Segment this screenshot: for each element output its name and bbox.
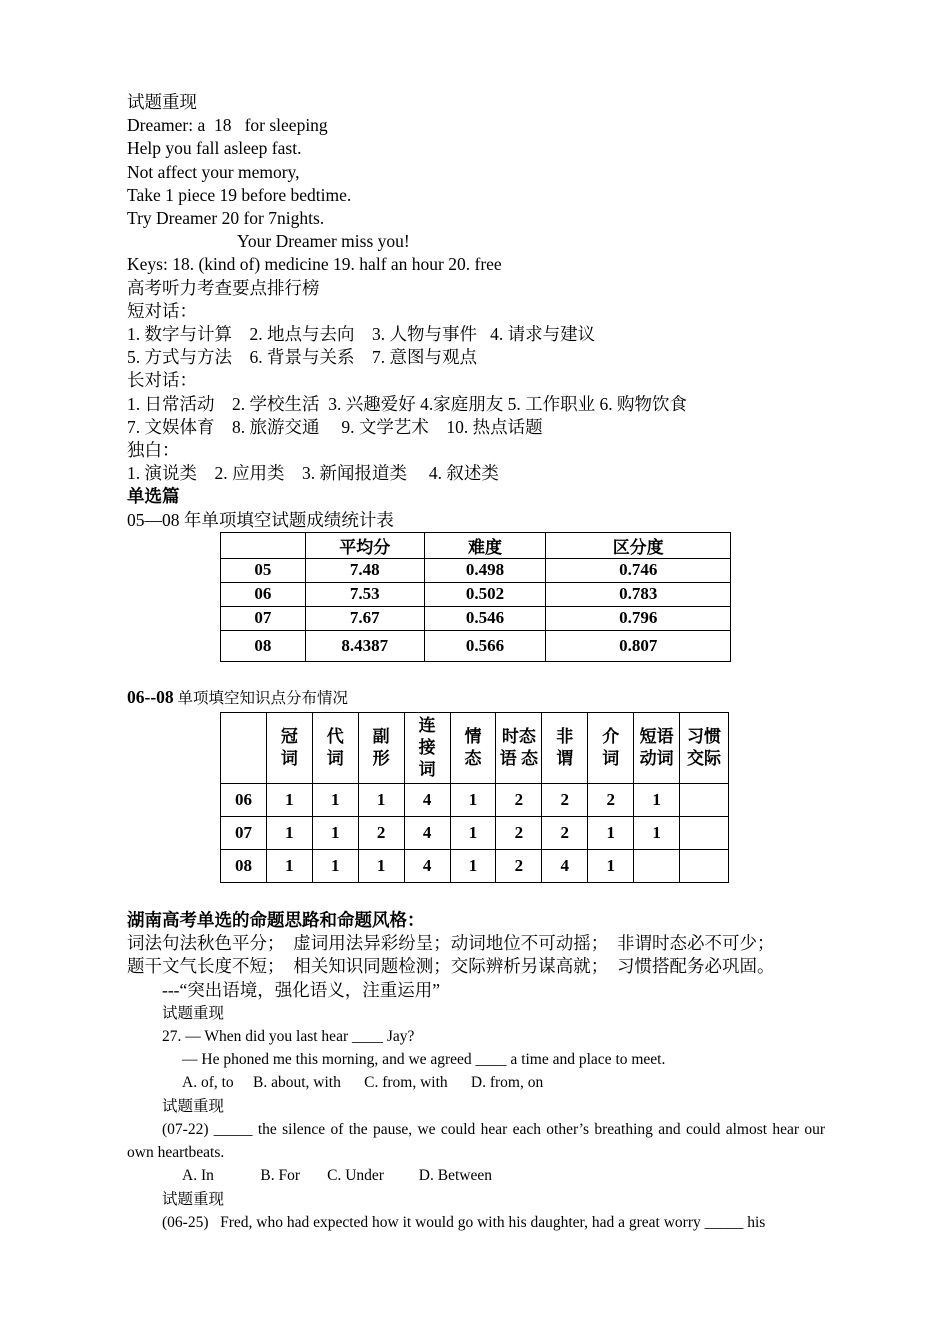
- question-07-22: (07-22) _____ the silence of the pause, we could hear each other’s breathing and could almost hear our own heartbeats.: [127, 1120, 825, 1162]
- table-header-cell: [221, 713, 267, 784]
- listening-title: 高考听力考查要点排行榜: [127, 277, 320, 298]
- table-cell: 1: [266, 850, 312, 883]
- table-cell: 1: [634, 784, 680, 817]
- table-header-cell: [221, 532, 306, 558]
- table-cell: 2: [496, 784, 542, 817]
- table2-title-text: 单项填空知识点分布情况: [173, 689, 349, 707]
- table-cell: 0.502: [424, 582, 546, 606]
- monologue-line: 1. 演说类 2. 应用类 3. 新闻报道类 4. 叙述类: [127, 463, 499, 484]
- question-27-answer: — He phoned me this morning, and we agreed ____ a time and place to meet.: [182, 1051, 666, 1069]
- table-cell: [634, 850, 680, 883]
- table-header-cell: 区分度: [546, 532, 731, 558]
- table-cell: 06: [221, 582, 306, 606]
- table-header-cell: 代 词: [312, 713, 358, 784]
- table-cell: 1: [450, 817, 496, 850]
- table-cell: 4: [404, 850, 450, 883]
- table-cell: 05: [221, 558, 306, 582]
- section-label: 试题重现: [162, 1097, 225, 1115]
- table-cell: 1: [358, 850, 404, 883]
- table-cell: 0.498: [424, 558, 546, 582]
- short-dialog-line: 1. 数字与计算 2. 地点与去向 3. 人物与事件 4. 请求与建议: [127, 324, 596, 345]
- table-header-cell: 习惯 交际: [680, 713, 729, 784]
- table-row: [221, 630, 731, 661]
- hunan-line: 词法句法秋色平分； 虚词用法异彩纷呈；动词地位不可动摇； 非谓时态必不可少；: [127, 933, 775, 954]
- table-cell: [680, 850, 729, 883]
- table-header-row: [221, 532, 731, 558]
- table-cell: 06: [221, 784, 267, 817]
- hunan-motto: ---“突出语境，强化语义，注重运用”: [162, 979, 441, 1000]
- table-cell: 1: [450, 784, 496, 817]
- table-cell: 0.807: [546, 630, 731, 661]
- table-cell: 07: [221, 606, 306, 630]
- table-cell: 2: [542, 817, 588, 850]
- long-dialog-line: 7. 文娱体育 8. 旅游交通 9. 文学艺术 10. 热点话题: [127, 416, 543, 437]
- table-cell: 1: [634, 817, 680, 850]
- table-row: [221, 817, 729, 850]
- table-row: [221, 606, 731, 630]
- section-label: 试题重现: [127, 92, 197, 112]
- dreamer-line: Your Dreamer miss you!: [237, 231, 410, 252]
- long-dialog-line: 1. 日常活动 2. 学校生活 3. 兴趣爱好 4.家庭朋友 5. 工作职业 6. 购物饮食: [127, 393, 687, 414]
- table-cell: 8.4387: [305, 630, 424, 661]
- table-cell: 08: [221, 850, 267, 883]
- table-cell: 7.48: [305, 558, 424, 582]
- table-cell: 7.67: [305, 606, 424, 630]
- table-cell: 0.546: [424, 606, 546, 630]
- table-cell: 0.746: [546, 558, 731, 582]
- dreamer-line: Dreamer: a 18 for sleeping: [127, 115, 328, 136]
- table-cell: 0.566: [424, 630, 546, 661]
- table-row: [221, 784, 729, 817]
- table-cell: 1: [312, 850, 358, 883]
- table-cell: 2: [496, 817, 542, 850]
- score-stats-table: [220, 532, 731, 662]
- question-27-options: A. of, to B. about, with C. from, with D. from, on: [182, 1074, 544, 1092]
- question-27: 27. — When did you last hear ____ Jay?: [162, 1028, 415, 1046]
- table-cell: 07: [221, 817, 267, 850]
- table-header-cell: 短语 动词: [634, 713, 680, 784]
- table-header-cell: 时态 语 态: [496, 713, 542, 784]
- table-cell: 1: [266, 784, 312, 817]
- table-header-cell: 难度: [424, 532, 546, 558]
- single-choice-heading: 单选篇: [127, 486, 180, 507]
- table-cell: 0.796: [546, 606, 731, 630]
- hunan-line: 题干文气长度不短； 相关知识同题检测；交际辨析另谋高就； 习惯搭配务必巩固。: [127, 956, 775, 977]
- table-cell: 1: [588, 850, 634, 883]
- table-header-cell: 连 接 词: [404, 713, 450, 784]
- dreamer-line: Help you fall asleep fast.: [127, 138, 302, 159]
- section-label: 试题重现: [162, 1190, 225, 1208]
- short-dialog-label: 短对话：: [127, 300, 197, 321]
- table-cell: 4: [404, 784, 450, 817]
- table-cell: 4: [542, 850, 588, 883]
- table-header-cell: 非 谓: [542, 713, 588, 784]
- table-cell: 2: [588, 784, 634, 817]
- table-cell: 1: [450, 850, 496, 883]
- table-cell: 1: [312, 817, 358, 850]
- table-cell: 4: [404, 817, 450, 850]
- table-row: [221, 582, 731, 606]
- table-cell: [680, 817, 729, 850]
- table2-title-years: 06--08: [127, 686, 174, 707]
- table-cell: 0.783: [546, 582, 731, 606]
- table-header-cell: 冠 词: [266, 713, 312, 784]
- table-cell: 1: [266, 817, 312, 850]
- keys-line: Keys: 18. (kind of) medicine 19. half an hour 20. free: [127, 254, 502, 275]
- table-cell: 1: [588, 817, 634, 850]
- table-cell: 7.53: [305, 582, 424, 606]
- table-cell: [680, 784, 729, 817]
- question-06-25: (06-25) Fred, who had expected how it would go with his daughter, had a great worry _____ his: [162, 1213, 766, 1231]
- table-cell: 2: [496, 850, 542, 883]
- dreamer-line: Try Dreamer 20 for 7nights.: [127, 208, 325, 229]
- table-cell: 1: [312, 784, 358, 817]
- hunan-heading: 湖南高考单选的命题思路和命题风格：: [127, 910, 425, 931]
- short-dialog-line: 5. 方式与方法 6. 背景与关系 7. 意图与观点: [127, 347, 477, 368]
- monologue-label: 独白：: [127, 440, 180, 461]
- table-cell: 1: [358, 784, 404, 817]
- table-header-cell: 介 词: [588, 713, 634, 784]
- knowledge-distribution-table: [220, 712, 729, 883]
- table2-title: [127, 686, 825, 710]
- table-row: [221, 850, 729, 883]
- section-label: 试题重现: [162, 1004, 225, 1022]
- table-cell: 2: [542, 784, 588, 817]
- table1-title: 05—08 年单项填空试题成绩统计表: [127, 509, 394, 530]
- document-content: [127, 91, 825, 1234]
- table-header-row: [221, 713, 729, 784]
- long-dialog-label: 长对话：: [127, 370, 197, 391]
- question-07-22-options: A. In B. For C. Under D. Between: [182, 1167, 492, 1185]
- dreamer-line: Take 1 piece 19 before bedtime.: [127, 184, 352, 205]
- table-header-cell: 副 形: [358, 713, 404, 784]
- table-row: [221, 558, 731, 582]
- table-header-cell: 情 态: [450, 713, 496, 784]
- table-header-cell: 平均分: [305, 532, 424, 558]
- table-cell: 08: [221, 630, 306, 661]
- table-cell: 2: [358, 817, 404, 850]
- dreamer-line: Not affect your memory,: [127, 161, 300, 182]
